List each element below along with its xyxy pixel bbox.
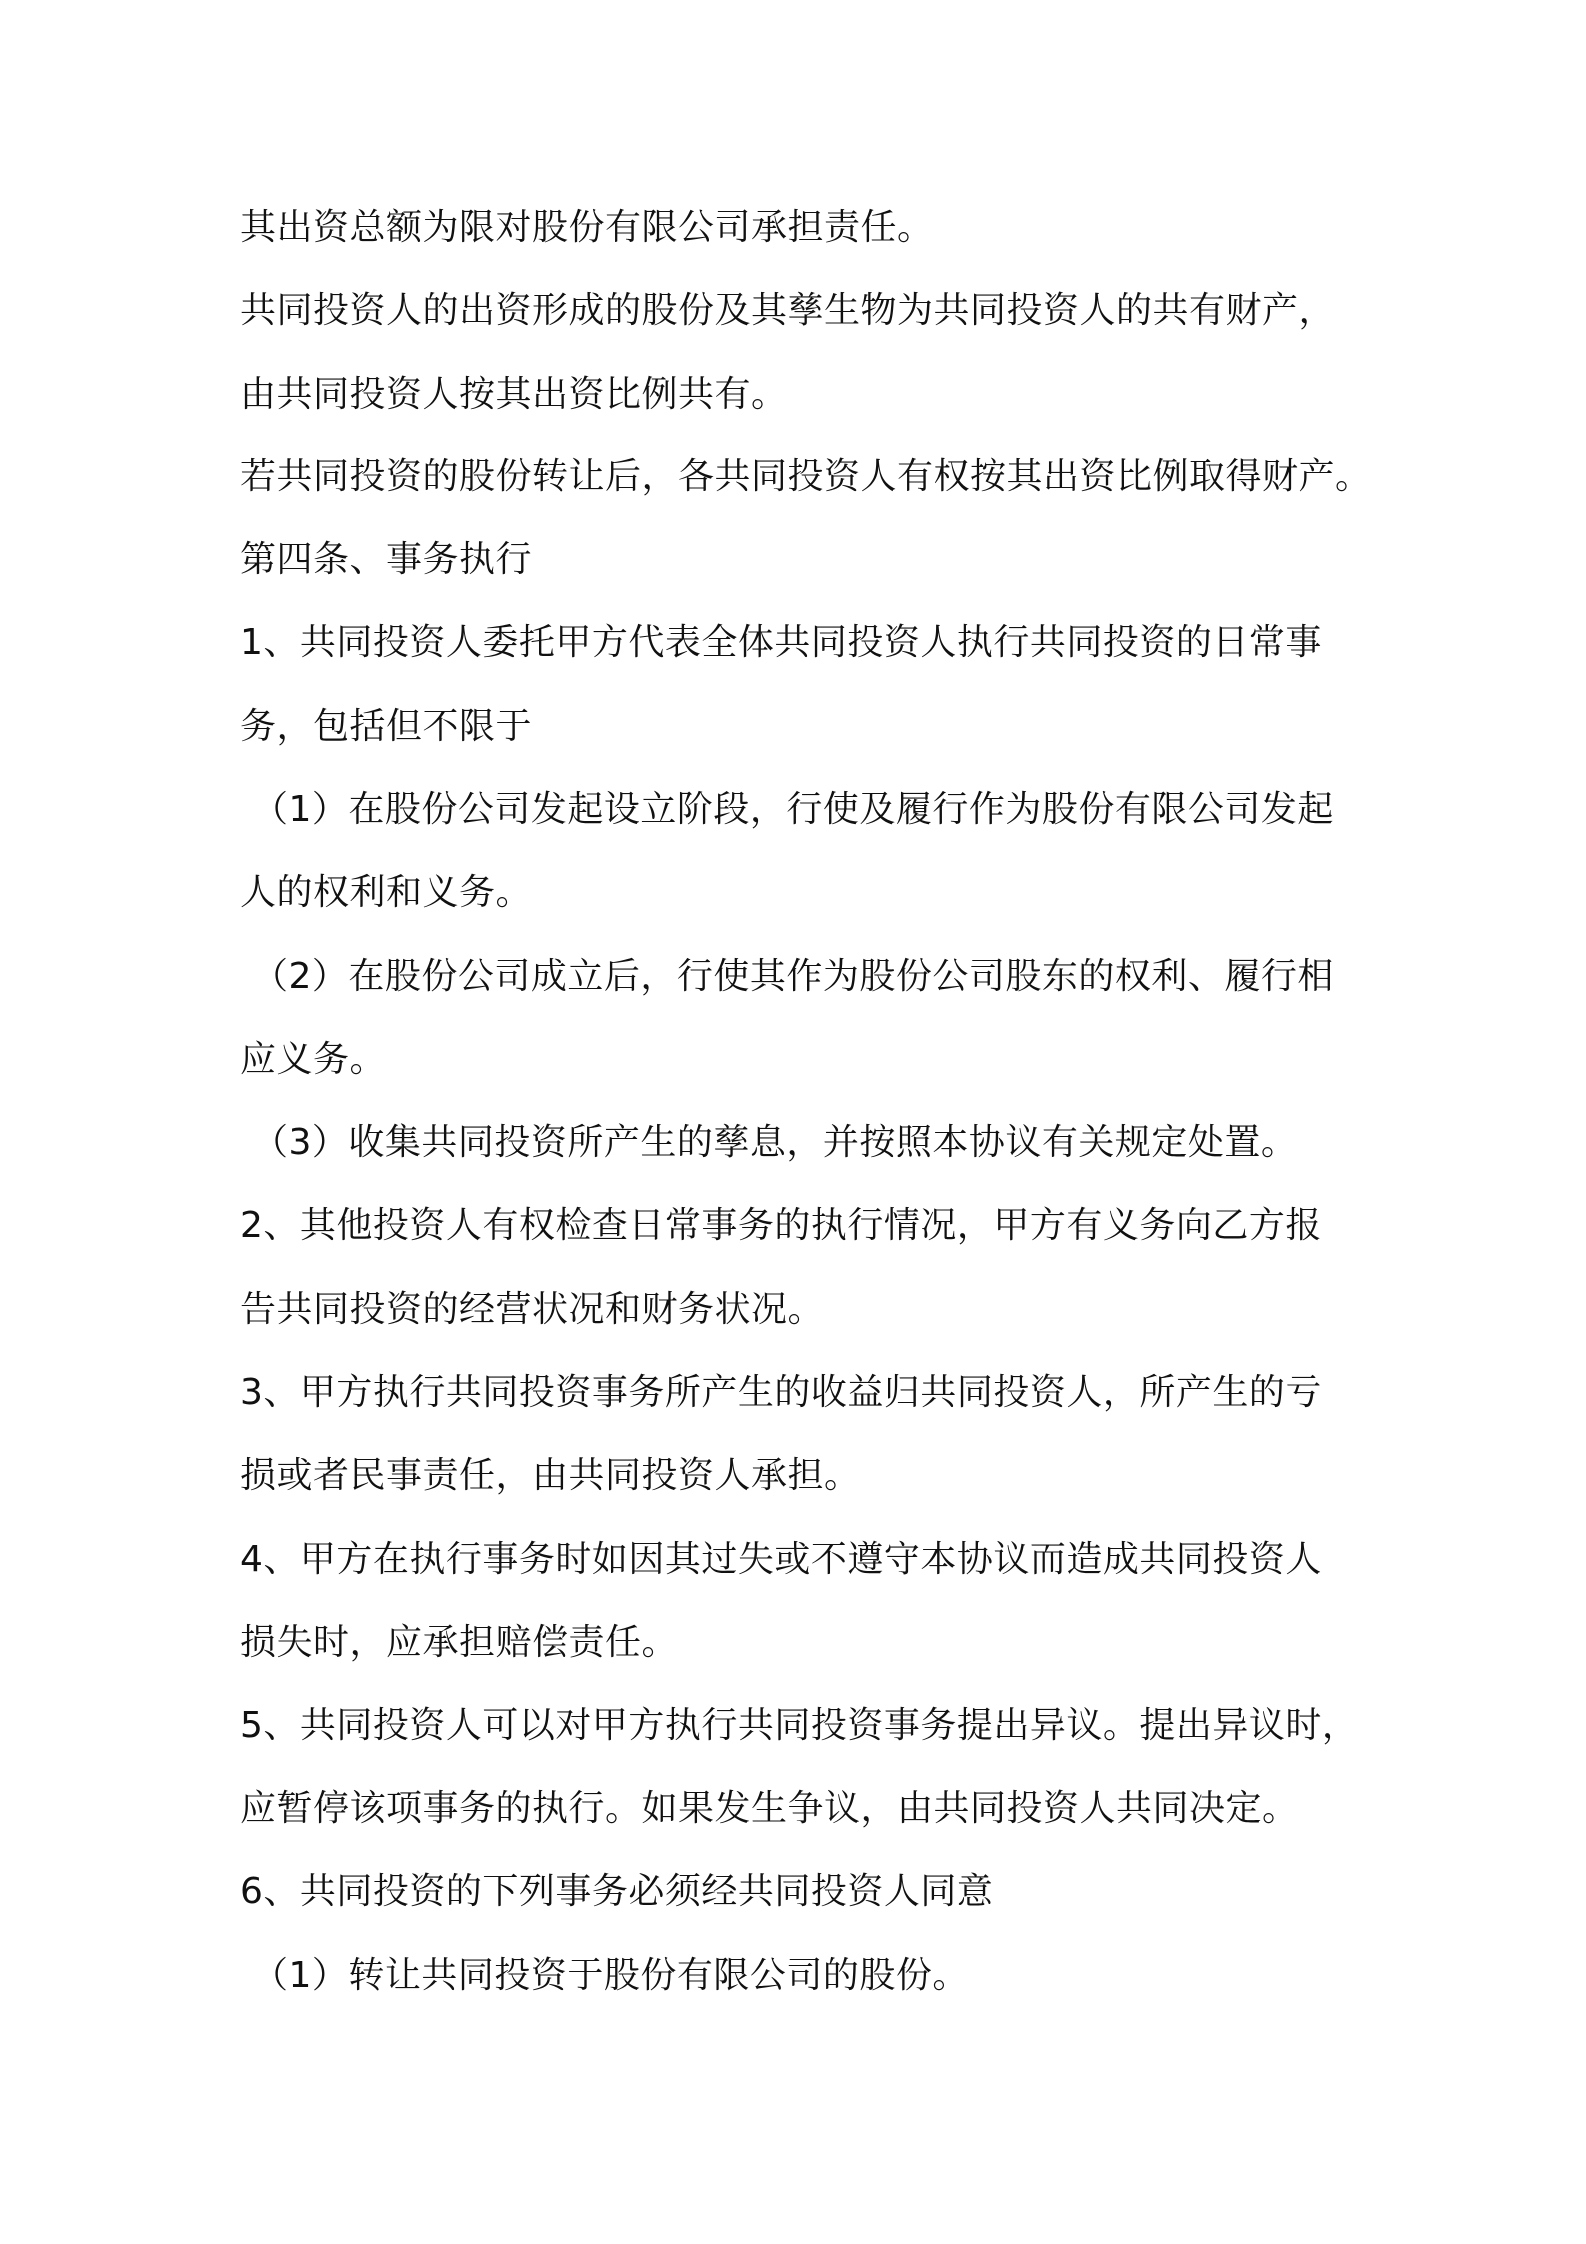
text-line: 3、甲方执行共同投资事务所产生的收益归共同投资人，所产生的亏 <box>240 1372 1322 1413</box>
text-line: 告共同投资的经营状况和财务状况。 <box>240 1289 825 1330</box>
text-line: （1）转让共同投资于股份有限公司的股份。 <box>252 1955 969 1996</box>
text-line: 务，包括但不限于 <box>240 706 533 747</box>
text-line: （1）在股份公司发起设立阶段，行使及履行作为股份有限公司发起 <box>252 789 1334 830</box>
text-line: 6、共同投资的下列事务必须经共同投资人同意 <box>240 1871 994 1912</box>
text-line: 应义务。 <box>240 1039 387 1080</box>
text-line: 若共同投资的股份转让后，各共同投资人有权按其出资比例取得财产。 <box>240 456 1372 497</box>
text-line: 人的权利和义务。 <box>240 872 533 913</box>
text-line: （2）在股份公司成立后，行使其作为股份公司股东的权利、履行相 <box>252 956 1334 997</box>
text-line: 共同投资人的出资形成的股份及其孳生物为共同投资人的共有财产， <box>240 290 1336 331</box>
section-heading: 第四条、事务执行 <box>240 539 533 580</box>
text-line: 1、共同投资人委托甲方代表全体共同投资人执行共同投资的日常事 <box>240 622 1322 663</box>
text-line: 损或者民事责任，由共同投资人承担。 <box>240 1455 861 1496</box>
text-line: 4、甲方在执行事务时如因其过失或不遵守本协议而造成共同投资人 <box>240 1539 1322 1580</box>
text-line: 2、其他投资人有权检查日常事务的执行情况，甲方有义务向乙方报 <box>240 1205 1322 1246</box>
text-line: （3）收集共同投资所产生的孳息，并按照本协议有关规定处置。 <box>252 1122 1298 1163</box>
text-line: 应暂停该项事务的执行。如果发生争议，由共同投资人共同决定。 <box>240 1788 1299 1829</box>
text-line: 5、共同投资人可以对甲方执行共同投资事务提出异议。提出异议时， <box>240 1705 1359 1746</box>
text-line: 损失时，应承担赔偿责任。 <box>240 1622 679 1663</box>
text-line: 其出资总额为限对股份有限公司承担责任。 <box>240 207 934 248</box>
text-line: 由共同投资人按其出资比例共有。 <box>240 374 788 415</box>
